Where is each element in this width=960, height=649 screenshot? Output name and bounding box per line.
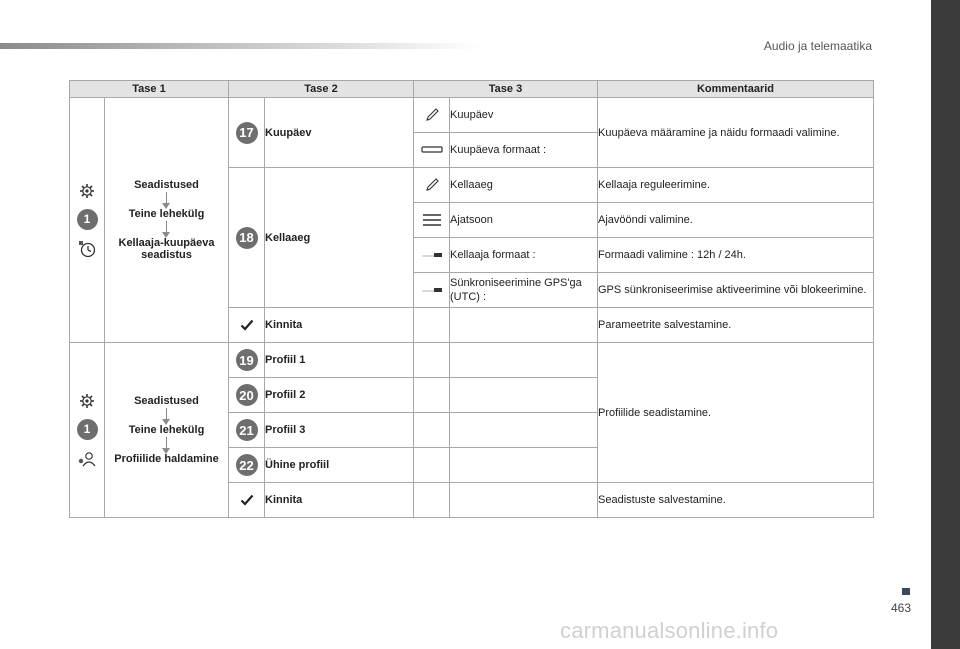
col-header-level2: Tase 2 [229, 81, 414, 98]
item-badge-18: 18 [236, 227, 258, 249]
level3-date: Kuupäev [450, 98, 598, 133]
col-header-level3: Tase 3 [414, 81, 598, 98]
item-badge-22: 22 [236, 454, 258, 476]
group2-icons [70, 343, 105, 518]
empty-cell [414, 483, 450, 518]
step-badge-1: 1 [77, 209, 98, 230]
settings-gear-icon [79, 183, 95, 199]
empty-cell [450, 308, 598, 343]
badge-cell-17 [229, 98, 265, 168]
settings-gear-icon [79, 393, 95, 409]
level3-time: Kellaaeg [450, 168, 598, 203]
empty-cell [414, 378, 450, 413]
flow-step-next-page: Teine lehekülg [128, 424, 205, 436]
table-header-row [70, 81, 874, 98]
badge-cell-19 [229, 343, 265, 378]
pencil-edit-icon [414, 177, 449, 193]
flow-step-next-page: Teine lehekülg [128, 208, 205, 220]
settings-table [69, 80, 874, 518]
step-badge-1: 1 [77, 419, 98, 440]
item-badge-17: 17 [236, 122, 258, 144]
clock-settings-icon [78, 240, 96, 258]
item-badge-20: 20 [236, 384, 258, 406]
checkmark-icon [229, 494, 264, 506]
level2-profile-1: Profiil 1 [265, 343, 414, 378]
empty-cell [450, 378, 598, 413]
col-header-comments: Kommentaarid [598, 81, 874, 98]
level3-timezone: Ajatsoon [450, 203, 598, 238]
confirm-cell [229, 483, 265, 518]
comment-confirm: Parameetrite salvestamine. [598, 308, 874, 343]
list-cell [414, 203, 450, 238]
flow-step-profiles: Profiilide haldamine [114, 453, 219, 465]
comment-profiles: Profiilide seadistamine. [598, 343, 874, 483]
level2-time: Kellaaeg [265, 168, 414, 308]
toggle-cell [414, 238, 450, 273]
empty-cell [414, 308, 450, 343]
level3-time-format: Kellaaja formaat : [450, 238, 598, 273]
badge-cell-21 [229, 413, 265, 448]
flow-arrow-down-icon [166, 221, 167, 233]
level2-profile-2: Profiil 2 [265, 378, 414, 413]
flow-step-settings: Seadistused [134, 395, 199, 407]
empty-cell [414, 343, 450, 378]
table-row [70, 98, 874, 133]
empty-cell [414, 448, 450, 483]
level2-profile-3: Profiil 3 [265, 413, 414, 448]
level2-shared-profile: Ühine profiil [265, 448, 414, 483]
format-field-icon [414, 146, 449, 154]
pencil-cell [414, 168, 450, 203]
badge-cell-22 [229, 448, 265, 483]
item-badge-21: 21 [236, 419, 258, 441]
toggle-cell [414, 273, 450, 308]
empty-cell [450, 448, 598, 483]
level2-date: Kuupäev [265, 98, 414, 168]
comment-date: Kuupäeva määramine ja näidu formaadi valimine. [598, 98, 874, 168]
group2-flow [105, 343, 229, 518]
toggle-switch-icon [414, 251, 449, 259]
empty-cell [450, 343, 598, 378]
flow-arrow-down-icon [166, 408, 167, 420]
watermark: carmanualsonline.info [560, 618, 779, 643]
side-strip [931, 0, 960, 649]
badge-cell-20 [229, 378, 265, 413]
checkmark-icon [229, 319, 264, 331]
comment-save-settings: Seadistuste salvestamine. [598, 483, 874, 518]
flow-arrow-down-icon [166, 437, 167, 449]
pencil-cell [414, 98, 450, 133]
flow-step-datetime: Kellaaja-kuupäeva seadistus [118, 237, 215, 261]
table-row [70, 343, 874, 378]
group1-icons [70, 98, 105, 343]
comment-time-format: Formaadi valimine : 12h / 24h. [598, 238, 874, 273]
page-marker [902, 588, 910, 595]
section-title: Audio ja telemaatika [763, 39, 872, 53]
comment-gps-sync: GPS sünkroniseerimise aktiveerimine või blokeerimine. [598, 273, 874, 308]
page-number: 463 [891, 601, 912, 615]
level2-confirm: Kinnita [265, 308, 414, 343]
level3-gps-sync: Sünkroniseerimine GPS'ga (UTC) : [450, 273, 598, 308]
badge-cell-18 [229, 168, 265, 308]
pencil-edit-icon [414, 107, 449, 123]
list-menu-icon [414, 213, 449, 227]
format-cell [414, 133, 450, 168]
empty-cell [450, 413, 598, 448]
empty-cell [450, 483, 598, 518]
toggle-switch-icon [414, 286, 449, 294]
comment-time: Kellaaja reguleerimine. [598, 168, 874, 203]
confirm-cell [229, 308, 265, 343]
flow-step-settings: Seadistused [134, 179, 199, 191]
level2-confirm: Kinnita [265, 483, 414, 518]
flow-arrow-down-icon [166, 192, 167, 204]
group1-flow [105, 98, 229, 343]
col-header-level1: Tase 1 [70, 81, 229, 98]
empty-cell [414, 413, 450, 448]
header-gradient-bar [0, 43, 480, 49]
comment-timezone: Ajavööndi valimine. [598, 203, 874, 238]
user-profile-icon [77, 450, 97, 468]
item-badge-19: 19 [236, 349, 258, 371]
level3-date-format: Kuupäeva formaat : [450, 133, 598, 168]
